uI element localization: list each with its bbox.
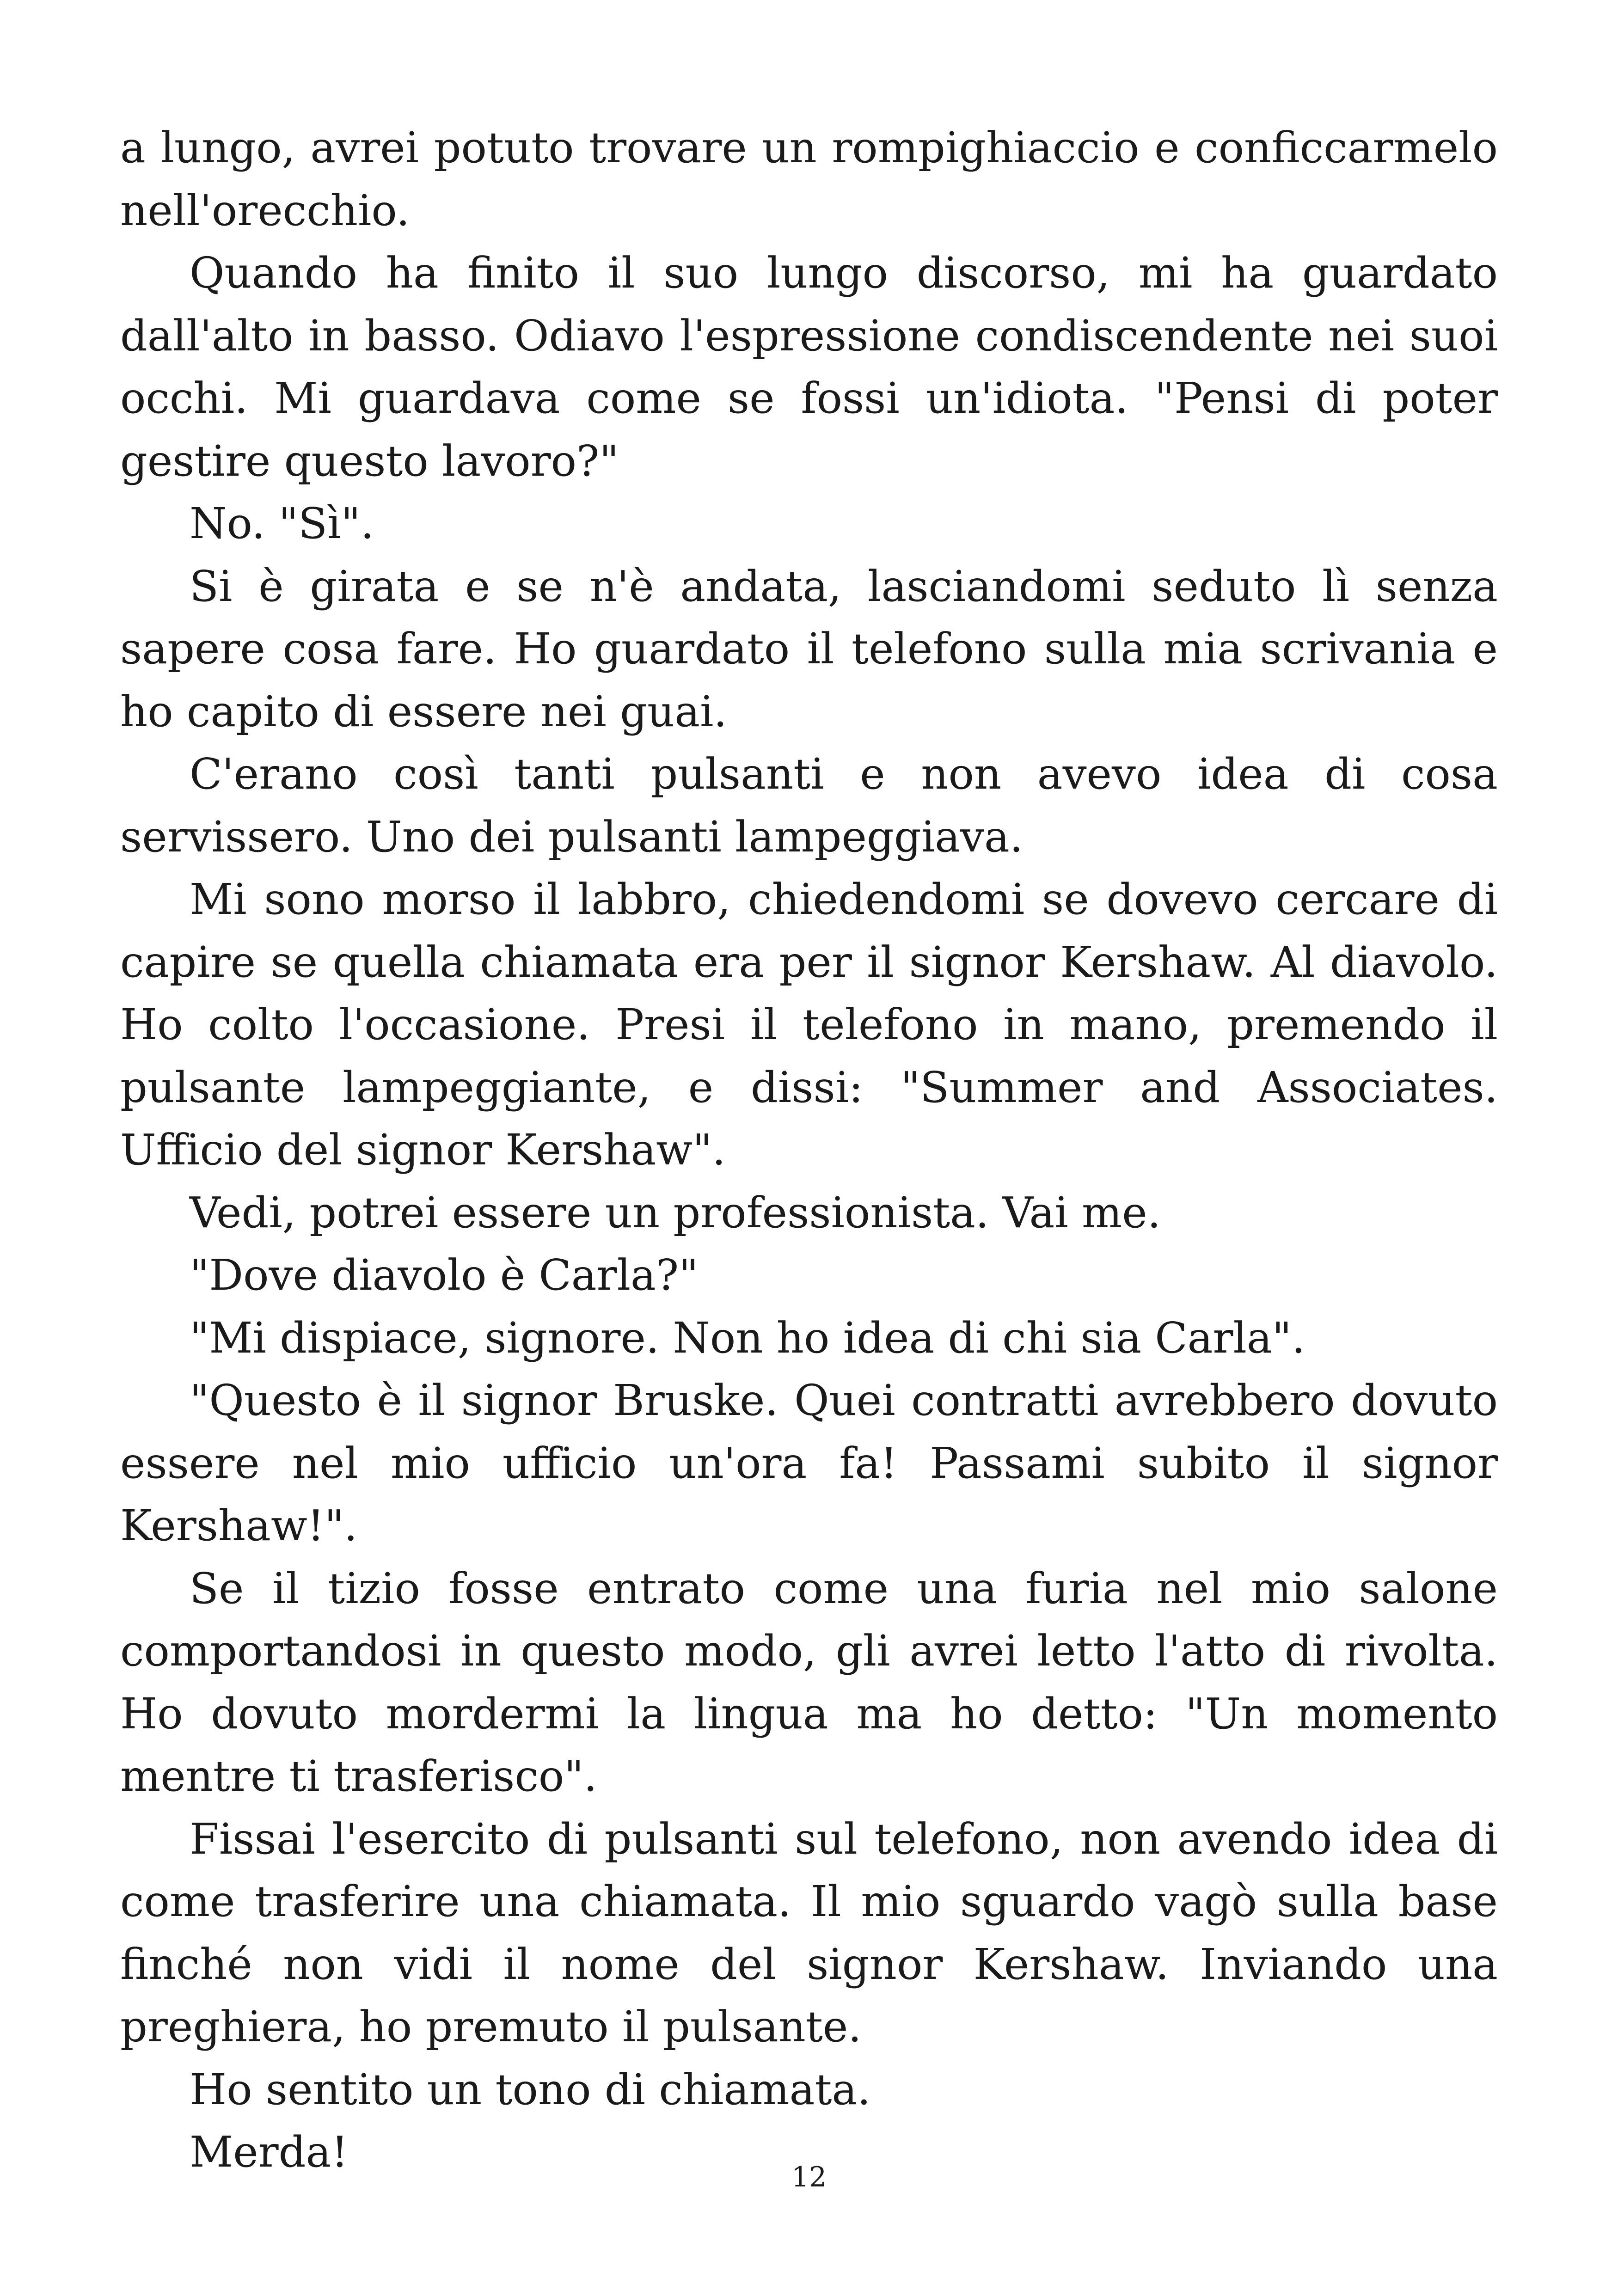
paragraph: No. "Sì". xyxy=(190,499,374,548)
paragraph: Fissai l'esercito di pulsanti sul telefono, non avendo idea di come trasferire una chiamata. Il mio sguardo vagò sulla base finché non vidi il nome del signor Kershaw. Inviando una preghiera, ho premuto il pulsante. xyxy=(120,1814,1498,2051)
paragraph: "Questo è il signor Bruske. Quei contratti avrebbero dovuto essere nel mio ufficio un'ora fa! Passami subito il signor Kershaw!". xyxy=(120,1376,1498,1550)
paragraph: "Dove diavolo è Carla?" xyxy=(190,1250,699,1300)
paragraph: Se il tizio fosse entrato come una furia nel mio salone comportandosi in questo modo, gli avrei letto l'atto di rivolta. Ho dovuto mordermi la lingua ma ho detto: "Un momento mentre ti trasferisco". xyxy=(120,1563,1498,1801)
paragraph: a lungo, avrei potuto trovare un rompighiaccio e conficcarmelo nell'orecchio. xyxy=(120,123,1498,235)
body-text xyxy=(120,116,1498,2184)
paragraph: Quando ha finito il suo lungo discorso, mi ha guardato dall'alto in basso. Odiavo l'espressione condiscendente nei suoi occhi. Mi guardava come se fossi un'idiota. "Pensi di poter gestire questo lavoro?" xyxy=(120,248,1498,486)
paragraph: Mi sono morso il labbro, chiedendomi se dovevo cercare di capire se quella chiamata era per il signor Kershaw. Al diavolo. Ho colto l'occasione. Presi il telefono in mano, premendo il pulsante lampeggiante, e dissi: "Summer and Associates. Ufficio del signor Kershaw". xyxy=(120,875,1498,1175)
paragraph: "Mi dispiace, signore. Non ho idea di chi sia Carla". xyxy=(190,1313,1305,1363)
paragraph: Ho sentito un tono di chiamata. xyxy=(190,2064,871,2114)
paragraph: C'erano così tanti pulsanti e non avevo idea di cosa servissero. Uno dei pulsanti lampeggiava. xyxy=(120,749,1498,862)
paragraph: Merda! xyxy=(190,2127,349,2177)
paragraph: Si è girata e se n'è andata, lasciandomi seduto lì senza sapere cosa fare. Ho guardato il telefono sulla mia scrivania e ho capito di essere nei guai. xyxy=(120,561,1498,736)
paragraph: Vedi, potrei essere un professionista. Vai me. xyxy=(190,1188,1161,1237)
page-number: 12 xyxy=(791,2161,827,2193)
